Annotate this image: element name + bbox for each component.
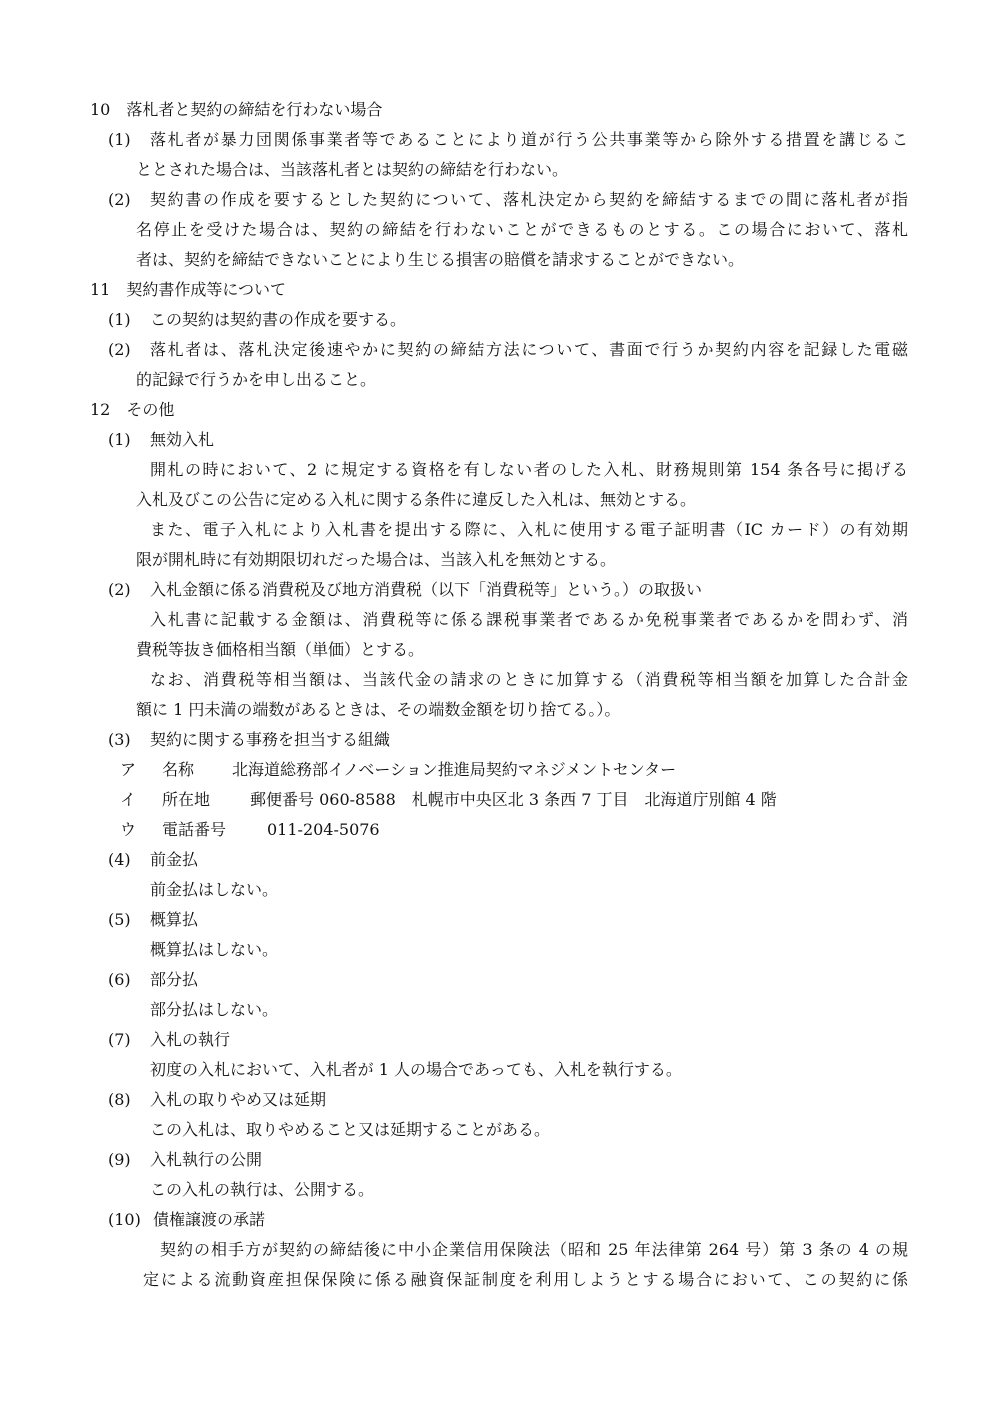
s11-item-2-line-1: (2) 落札者は、落札決定後速やかに契約の締結方法について、書面で行うか契約内容を記録した電磁 [108,340,908,359]
s12-item-7-title: (7) 入札の執行 [108,1030,231,1049]
s12-item-5-text: 概算払はしない。 [150,940,279,959]
s12-item-2-number: (2) [108,580,131,599]
s12-item-4-text: 前金払はしない。 [150,880,279,899]
s12-item-2-title: (2) 入札金額に係る消費税及び地方消費税（以下「消費税等」という。）の取扱い [108,580,703,599]
s11-item-1-number: (1) [108,310,131,329]
s11-item-1: (1) この契約は契約書の作成を要する。 [108,310,407,329]
s12-item-1-p1-line-1: 開札の時において、2 に規定する資格を有しない者のした入札、財務規則第 154 条各号に掲げる [150,460,908,479]
s12-item-3-title: (3) 契約に関する事務を担当する組織 [108,730,391,749]
s12-item-3-number: (3) [108,730,131,749]
s10-item-2-line-3: 者は、契約を締結できないことにより生じる損害の賠償を請求することができない。 [136,250,745,269]
s11-item-2-number: (2) [108,340,131,359]
s12-item-10-title: (10) 債権譲渡の承諾 [108,1210,266,1229]
s12-item-1-p2-line-1: また、電子入札により入札書を提出する際に、入札に使用する電子証明書（IC カード）の有効期 [150,520,908,539]
s12-item-5-title: (5) 概算払 [108,910,199,929]
s10-item-2-line-2: 名停止を受けた場合は、契約の締結を行わないことができるものとする。この場合において、落札 [136,220,908,239]
s12-item-4-title: (4) 前金払 [108,850,199,869]
s12-item-2-p1-line-1: 入札書に記載する金額は、消費税等に係る課税事業者であるか免税事業者であるかを問わず、消 [150,610,908,629]
s10-item-1-number: (1) [108,130,131,149]
s12-item-2-p1-line-2: 費税等抜き価格相当額（単価）とする。 [136,640,425,659]
section-11-heading: 11 契約書作成等について [90,280,287,299]
s12-item-2-p2-line-1: なお、消費税等相当額は、当該代金の請求のときに加算する（消費税等相当額を加算した合計金 [150,670,908,689]
s12-item-7-text: 初度の入札において、入札者が 1 人の場合であっても、入札を執行する。 [150,1060,682,1079]
s12-item-8-text: この入札は、取りやめること又は延期することがある。 [150,1120,551,1139]
section-10-heading: 10 落札者と契約の締結を行わない場合 [90,100,383,119]
s12-item-9-text: この入札の執行は、公開する。 [150,1180,375,1199]
s12-item-6-text: 部分払はしない。 [150,1000,279,1019]
s12-item-8-title: (8) 入札の取りやめ又は延期 [108,1090,327,1109]
s10-item-1-line-2: ととされた場合は、当該落札者とは契約の締結を行わない。 [136,160,569,179]
s12-item-10-number: (10) [108,1210,141,1229]
s10-item-2-number: (2) [108,190,131,209]
s12-item-9-title: (9) 入札執行の公開 [108,1150,263,1169]
s11-item-2-line-2: 的記録で行うかを申し出ること。 [136,370,377,389]
org-row-address: イ 所在地 郵便番号 060-8588 札幌市中央区北 3 条西 7 丁目 北海道庁別館 4 階 [120,790,777,809]
section-12-heading: 12 その他 [90,400,175,419]
s12-item-1-p1-line-2: 入札及びこの公告に定める入札に関する条件に違反した入札は、無効とする。 [136,490,697,509]
org-row-phone: ウ 電話番号 011-204-5076 [120,820,380,839]
s12-item-6-title: (6) 部分払 [108,970,199,989]
s12-item-1-number: (1) [108,430,131,449]
s12-item-10-line-2: 定による流動資産担保保険に係る融資保証制度を利用しようとする場合において、この契約に係 [143,1270,908,1289]
s12-item-1-title: (1) 無効入札 [108,430,215,449]
s12-item-1-p2-line-2: 限が開札時に有効期限切れだった場合は、当該入札を無効とする。 [136,550,617,569]
s12-item-10-line-1: 契約の相手方が契約の締結後に中小企業信用保険法（昭和 25 年法律第 264 号）第 3 条の 4 の規 [160,1240,908,1259]
s10-item-1-line-1: (1) 落札者が暴力団関係事業者等であることにより道が行う公共事業等から除外する措置を講じるこ [108,130,908,149]
s10-item-2-line-1: (2) 契約書の作成を要するとした契約について、落札決定から契約を締結するまでの間に落札者が指 [108,190,908,209]
s12-item-2-p2-line-2: 額に 1 円未満の端数があるときは、その端数金額を切り捨てる。）。 [136,700,621,719]
org-row-name: ア 名称 北海道総務部イノベーション推進局契約マネジメントセンター [120,760,677,779]
